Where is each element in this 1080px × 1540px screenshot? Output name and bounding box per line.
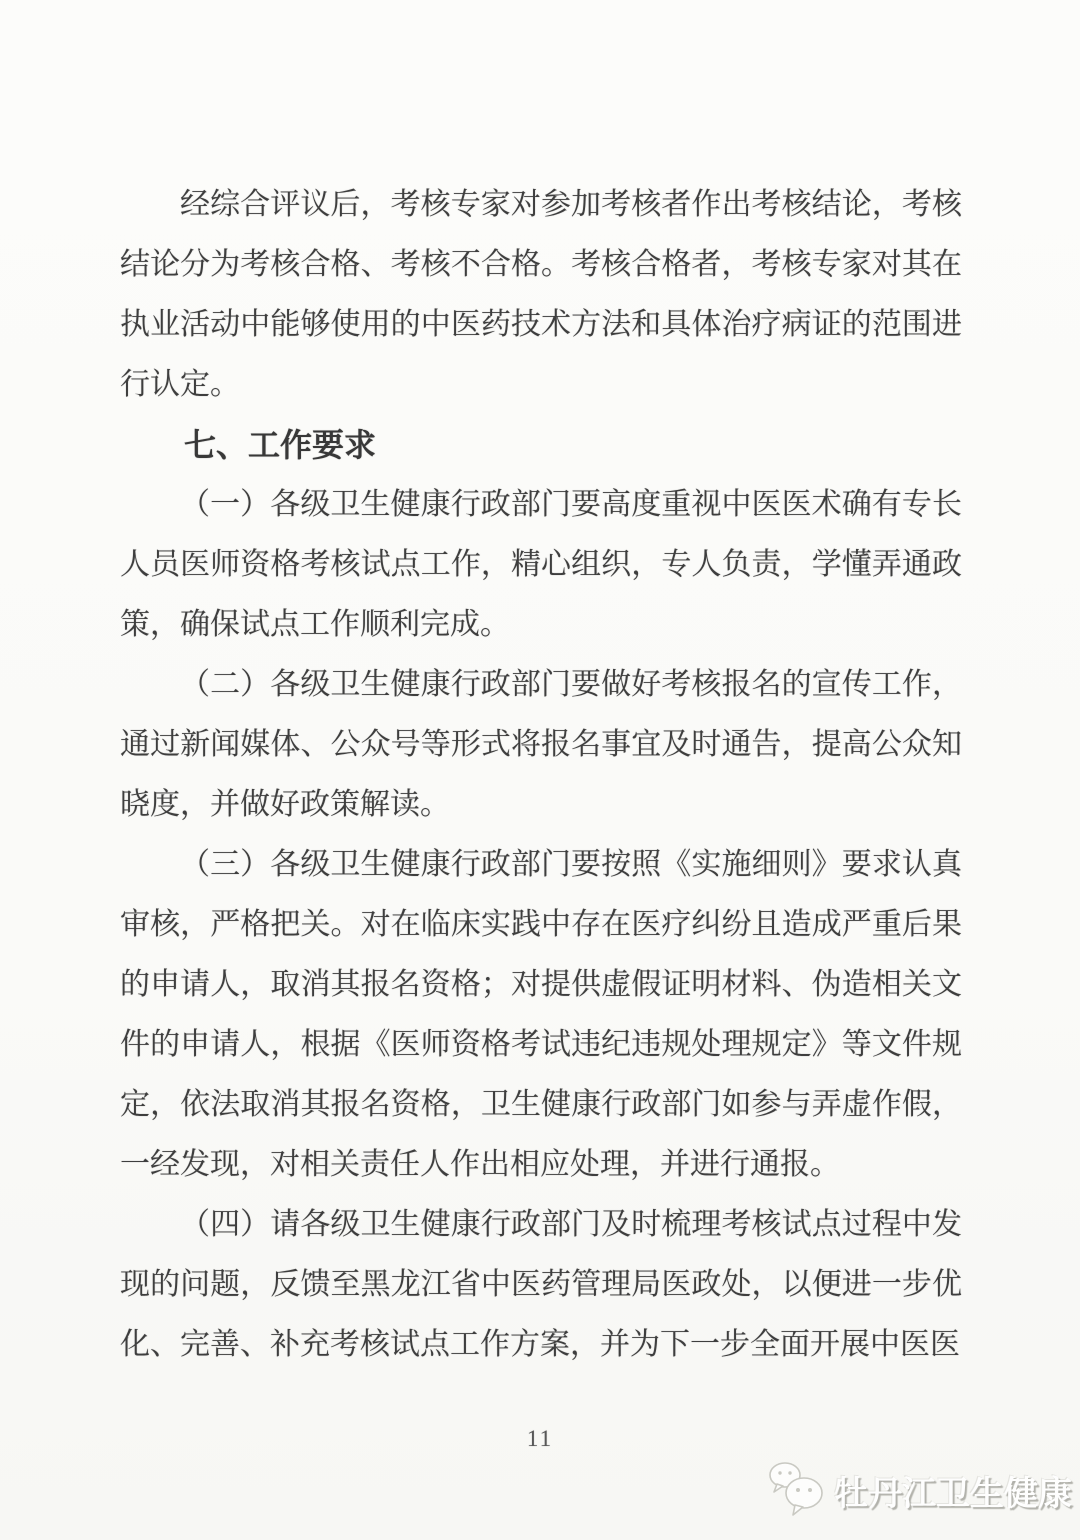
watermark [767,1460,1072,1520]
watermark-label: 牡丹江卫生健康 [834,1474,1072,1513]
paragraph-item-4: （四）请各级卫生健康行政部门及时梳理考核试点过程中发现的问题，反馈至黑龙江省中医药管理局医政处，以便进一步优化、完善、补充考核试点工作方案，并为下一步全面开展中医医 [120,1208,962,1361]
paragraph-item-2: （二）各级卫生健康行政部门要做好考核报名的宣传工作，通过新闻媒体、公众号等形式将报名事宜及时通告，提高公众知晓度，并做好政策解读。 [120,668,962,821]
document-body [120,175,962,1375]
page-footer [0,1426,1080,1452]
section-heading-work-requirements: 七、工作要求 [184,427,377,463]
paragraph-item-1: （一）各级卫生健康行政部门要高度重视中医医术确有专长人员医师资格考核试点工作，精心组织，专人负责，学懂弄通政策，确保试点工作顺利完成。 [120,488,962,641]
paragraph-assessment-conclusion: 经综合评议后，考核专家对参加考核者作出考核结论，考核结论分为考核合格、考核不合格。考核合格者，考核专家对其在执业活动中能够使用的中医药技术方法和具体治疗病证的范围进行认定。 [120,188,962,401]
page-number: 11 [526,1426,554,1451]
paragraph-item-3: （三）各级卫生健康行政部门要按照《实施细则》要求认真审核，严格把关。对在临床实践中存在医疗纠纷且造成严重后果的申请人，取消其报名资格；对提供虚假证明材料、伪造相关文件的申请人，根据《医师资格考试违纪违规处理规定》等文件规定，依法取消其报名资格，卫生健康行政部门如参与弄虚作假，一经发现，对相关责任人作出相应处理，并进行通报。 [120,848,962,1181]
wechat-icon [767,1460,829,1520]
